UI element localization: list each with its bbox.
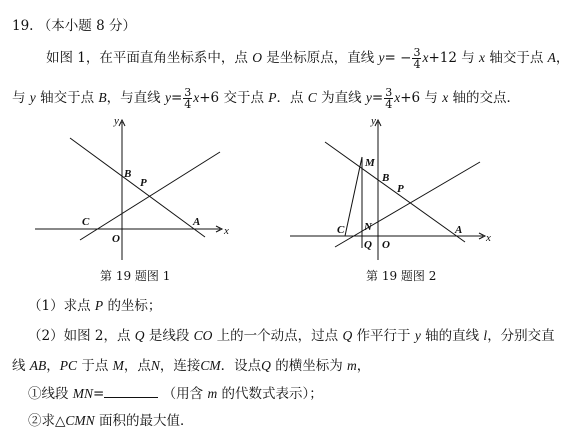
fig1-label-y: y	[114, 115, 119, 127]
point-o-label: O	[252, 50, 262, 65]
fraction-3-4	[384, 87, 393, 110]
figure-1-diagram	[30, 112, 240, 262]
equals-sign: =	[170, 90, 183, 106]
fraction-numerator: 3	[184, 86, 192, 99]
intro-text: +6 交于点	[199, 90, 264, 106]
equals-sign: =	[371, 90, 384, 106]
fig1-label-p: P	[140, 177, 147, 189]
var-x: x	[422, 50, 429, 65]
fraction-3-4	[183, 87, 192, 110]
point-a-label: A	[547, 50, 556, 65]
fig1-label-o: O	[112, 233, 120, 245]
intro-text: 为直线	[321, 90, 362, 106]
score-note: （本小题 8 分）	[37, 18, 136, 34]
fig2-label-b: B	[382, 172, 390, 184]
question-text: ，连接	[159, 358, 201, 374]
point-n-label: N	[150, 358, 160, 373]
fig2-label-p: P	[397, 183, 404, 195]
point-p-label: P	[268, 90, 277, 105]
question-text: 是线段	[148, 328, 190, 344]
question-text: 上的一个动点，过点	[216, 328, 339, 344]
fig1-label-x: x	[224, 225, 229, 237]
question-text: 面积的最大值．	[98, 413, 194, 429]
question-text: 作平行于	[356, 328, 411, 344]
segment-cm-label: CM	[200, 358, 221, 373]
figure-2-caption: 第 19 题图 2	[366, 269, 437, 283]
var-y: y	[378, 50, 385, 65]
intro-line-2	[12, 86, 520, 110]
fig2-label-x: x	[486, 232, 491, 244]
fig2-label-a: A	[455, 224, 463, 236]
problem-header	[12, 14, 136, 34]
question-1	[28, 294, 161, 314]
fig2-label-q: Q	[364, 239, 372, 251]
question-text: ，分别交直	[487, 328, 555, 344]
fraction-3-4	[412, 47, 421, 70]
sub-question-1	[28, 382, 323, 402]
question-text: ，	[356, 358, 371, 374]
question-text: 轴的直线	[425, 328, 480, 344]
equals-sign: = −	[384, 50, 412, 66]
question-text: （1）求点	[28, 298, 91, 314]
fraction-denominator: 4	[413, 58, 421, 71]
question-text: 的坐标；	[107, 298, 162, 314]
point-b-label: B	[98, 90, 107, 105]
line-ab-label: AB	[29, 358, 47, 373]
question-text: ．设点	[220, 358, 262, 374]
fig2-label-m: M	[365, 157, 375, 169]
fig1-label-a: A	[193, 216, 201, 228]
intro-text: 轴的交点．	[452, 90, 521, 106]
figure-1-caption: 第 19 题图 1	[100, 269, 171, 283]
var-x: x	[193, 90, 200, 105]
fraction-denominator: 4	[184, 98, 192, 111]
point-c-label: C	[307, 90, 317, 105]
var-y: y	[365, 90, 372, 105]
fraction-numerator: 3	[385, 86, 393, 99]
question-text: 的横坐标为	[275, 358, 343, 374]
point-q-label: Q	[342, 328, 353, 343]
fraction-numerator: 3	[413, 46, 421, 59]
intro-text: 是坐标原点，直线	[266, 50, 375, 66]
question-text: 线	[12, 358, 26, 374]
point-q-label: Q	[261, 358, 271, 373]
fraction-denominator: 4	[385, 98, 393, 111]
question-2-line-1	[28, 324, 555, 344]
point-p-label: P	[94, 298, 104, 313]
equals-sign: =	[93, 386, 105, 402]
var-x: x	[479, 50, 486, 65]
question-text: ①线段	[28, 386, 69, 402]
segment-mn-label: MN	[72, 386, 94, 401]
triangle-cmn-label: CMN	[65, 413, 95, 428]
intro-line-1	[46, 46, 569, 70]
intro-text: 如图 1，在平面直角坐标系中，点	[46, 50, 248, 66]
intro-text: ，与直线	[106, 90, 161, 106]
segment-co-label: CO	[193, 328, 213, 343]
answer-blank[interactable]	[104, 385, 158, 398]
question-text: 于点	[81, 358, 109, 374]
line-pc-label: PC	[59, 358, 78, 373]
segment-cm	[345, 157, 362, 236]
var-x: x	[442, 90, 449, 105]
question-2-line-2	[12, 354, 370, 374]
question-text: （用含	[162, 386, 204, 402]
question-text: （2）如图 2，点	[28, 328, 131, 344]
problem-number: 19.	[12, 18, 34, 34]
var-m: m	[347, 358, 357, 373]
point-q-label: Q	[134, 328, 145, 343]
fig2-label-n: N	[364, 221, 372, 233]
fig1-label-c: C	[82, 216, 90, 228]
intro-text: ．点	[276, 90, 304, 106]
intro-text: +6 与	[400, 90, 438, 106]
question-text: ，点	[123, 358, 151, 374]
question-text: 的代数式表示）；	[221, 386, 323, 402]
sub-question-2	[28, 409, 193, 429]
var-y: y	[29, 90, 36, 105]
intro-text: 轴交于点	[40, 90, 95, 106]
fig1-label-b: B	[124, 168, 132, 180]
point-m-label: M	[112, 358, 124, 373]
intro-text: 与	[12, 90, 26, 106]
line-ab	[325, 142, 465, 242]
intro-text: +12 与	[428, 50, 475, 66]
fig2-label-y: y	[371, 115, 376, 127]
question-text: ②求△	[28, 413, 66, 429]
fig2-label-o: O	[382, 239, 390, 251]
question-text: ，	[46, 358, 60, 374]
fig2-label-c: C	[337, 224, 345, 236]
intro-text: 轴交于点	[489, 50, 544, 66]
line-ab	[70, 138, 205, 237]
var-y: y	[414, 328, 421, 343]
var-m: m	[207, 386, 218, 401]
intro-text: ，	[555, 50, 569, 66]
figure-2-diagram	[285, 112, 500, 262]
line-l-label: l	[483, 328, 488, 343]
var-y: y	[164, 90, 171, 105]
var-x: x	[394, 90, 401, 105]
